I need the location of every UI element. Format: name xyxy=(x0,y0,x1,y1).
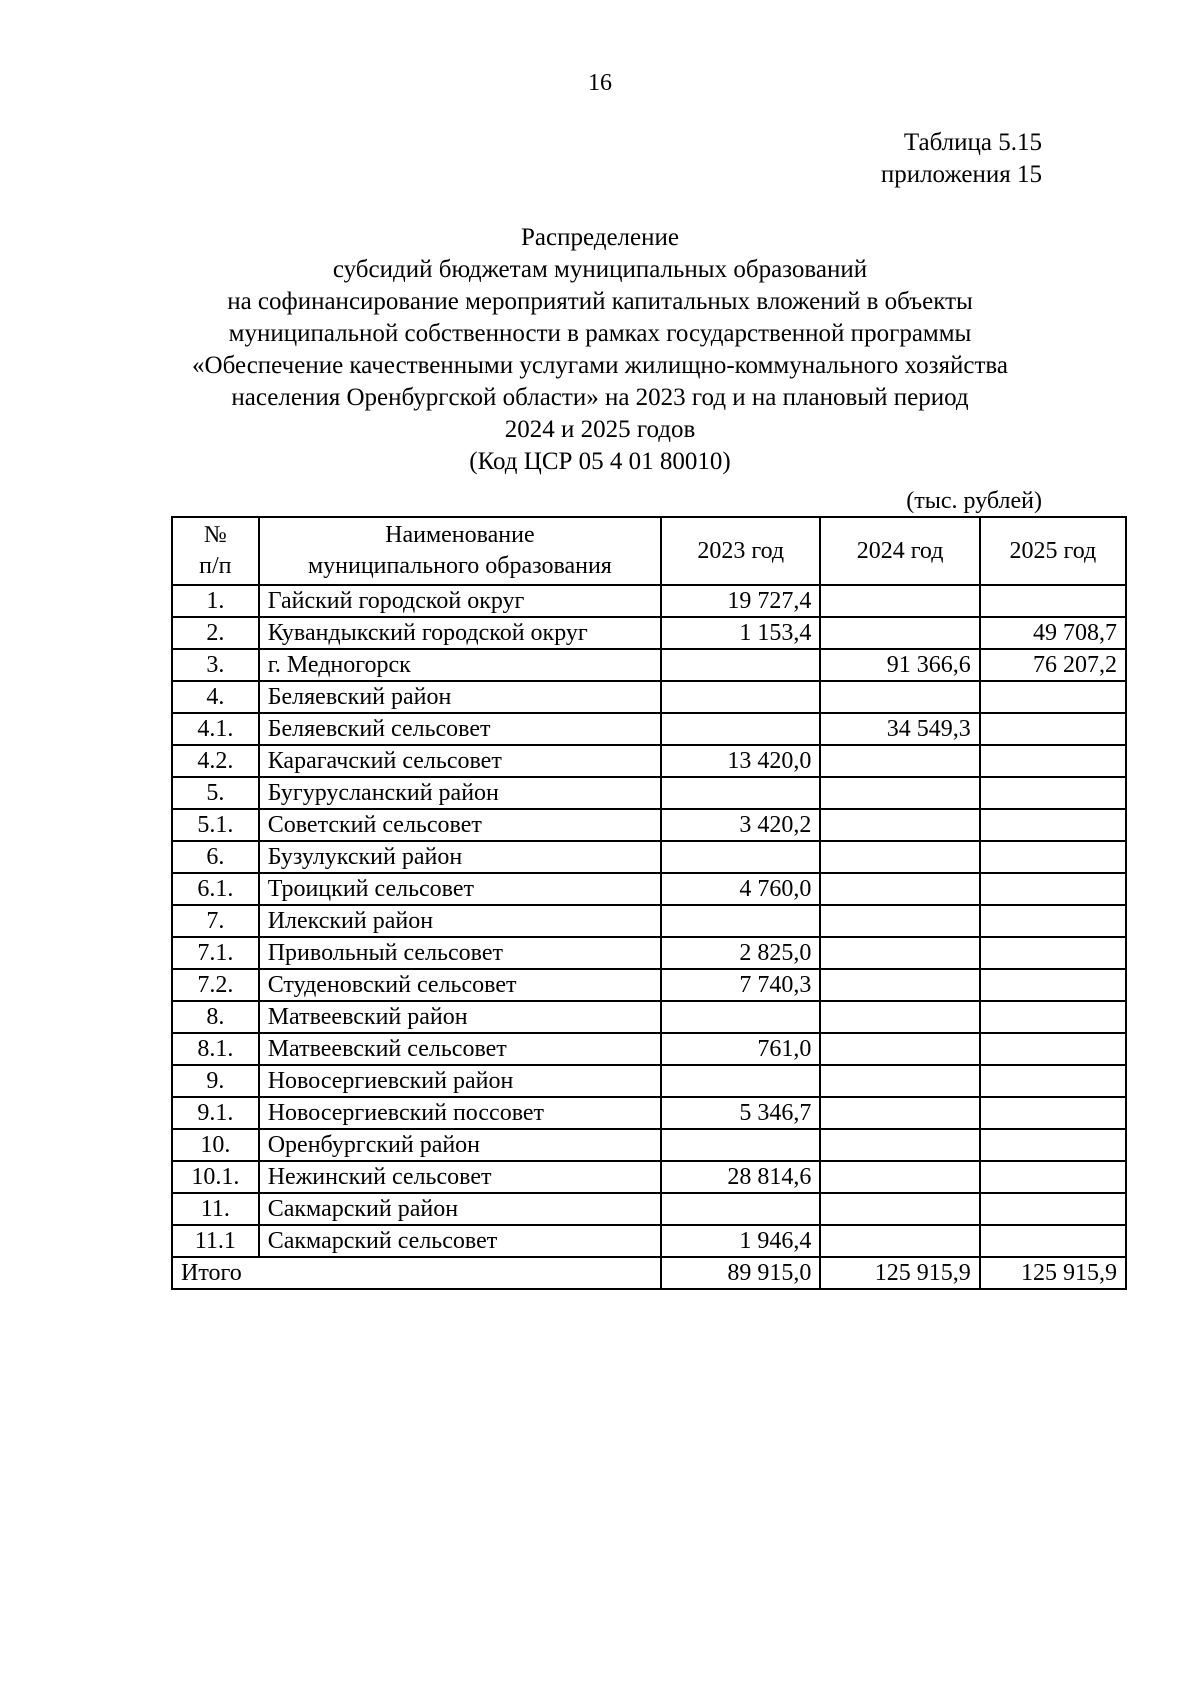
municipality-name: Беляевский сельсовет xyxy=(259,713,661,745)
total-2024: 125 915,9 xyxy=(820,1257,979,1289)
row-number: 9. xyxy=(172,1065,259,1097)
table-row xyxy=(172,1001,1126,1033)
value-2023: 1 153,4 xyxy=(661,617,820,649)
document-title xyxy=(150,222,1050,478)
table-row xyxy=(172,1161,1126,1193)
title-line: субсидий бюджетам муниципальных образований xyxy=(332,256,868,283)
table-row xyxy=(172,1065,1126,1097)
value-2025 xyxy=(980,1001,1126,1033)
value-2025 xyxy=(980,745,1126,777)
municipality-name: Бузулукский район xyxy=(259,841,661,873)
row-number: 9.1. xyxy=(172,1097,259,1129)
value-2024 xyxy=(820,617,979,649)
municipality-name: Матвеевский сельсовет xyxy=(259,1033,661,1065)
row-number: 6.1. xyxy=(172,873,259,905)
table-row xyxy=(172,1129,1126,1161)
header-number: № п/п xyxy=(172,517,259,585)
value-2023 xyxy=(661,841,820,873)
table-row xyxy=(172,905,1126,937)
value-2024 xyxy=(820,905,979,937)
title-line: 2024 и 2025 годов xyxy=(504,416,696,443)
value-2023 xyxy=(661,649,820,681)
value-2023: 3 420,2 xyxy=(661,809,820,841)
total-row xyxy=(172,1257,1126,1289)
value-2023: 5 346,7 xyxy=(661,1097,820,1129)
value-2025 xyxy=(980,681,1126,713)
row-number: 8.1. xyxy=(172,1033,259,1065)
municipality-name: Карагачский сельсовет xyxy=(259,745,661,777)
value-2023: 4 760,0 xyxy=(661,873,820,905)
value-2025 xyxy=(980,1161,1126,1193)
value-2024 xyxy=(820,681,979,713)
value-2024: 91 366,6 xyxy=(820,649,979,681)
table-row xyxy=(172,1097,1126,1129)
municipality-name: Новосергиевский поссовет xyxy=(259,1097,661,1129)
table-row xyxy=(172,617,1126,649)
title-line: Распределение xyxy=(521,224,679,251)
value-2023 xyxy=(661,681,820,713)
table-row xyxy=(172,969,1126,1001)
table-reference-line1: Таблица 5.15 xyxy=(903,129,1042,156)
municipality-name: Советский сельсовет xyxy=(259,809,661,841)
header-2023: 2023 год xyxy=(661,517,820,585)
value-2025 xyxy=(980,905,1126,937)
total-2023: 89 915,0 xyxy=(661,1257,820,1289)
value-2023 xyxy=(661,1129,820,1161)
value-2024 xyxy=(820,1129,979,1161)
value-2023 xyxy=(661,1065,820,1097)
municipality-name: Студеновский сельсовет xyxy=(259,969,661,1001)
municipality-name: Сакмарский район xyxy=(259,1193,661,1225)
value-2025 xyxy=(980,1225,1126,1257)
title-line: населения Оренбургской области» на 2023 год и на плановый период xyxy=(231,384,969,411)
row-number: 11.1 xyxy=(172,1225,259,1257)
municipality-name: Илекский район xyxy=(259,905,661,937)
value-2025: 49 708,7 xyxy=(980,617,1126,649)
value-2023 xyxy=(661,905,820,937)
table-row xyxy=(172,585,1126,617)
value-2023: 1 946,4 xyxy=(661,1225,820,1257)
value-2024 xyxy=(820,809,979,841)
value-2023: 7 740,3 xyxy=(661,969,820,1001)
row-number: 2. xyxy=(172,617,259,649)
table-row xyxy=(172,649,1126,681)
total-label: Итого xyxy=(172,1257,661,1289)
value-2024 xyxy=(820,1001,979,1033)
municipality-name: Оренбургский район xyxy=(259,1129,661,1161)
value-2025 xyxy=(980,1097,1126,1129)
header-name: Наименование муниципального образования xyxy=(259,517,661,585)
table-header-row xyxy=(172,517,1126,585)
value-2023: 28 814,6 xyxy=(661,1161,820,1193)
table-reference xyxy=(881,127,1042,191)
value-2025: 76 207,2 xyxy=(980,649,1126,681)
municipality-name: Привольный сельсовет xyxy=(259,937,661,969)
value-2024 xyxy=(820,745,979,777)
table-row xyxy=(172,873,1126,905)
municipality-name: Гайский городской округ xyxy=(259,585,661,617)
row-number: 11. xyxy=(172,1193,259,1225)
value-2024 xyxy=(820,1033,979,1065)
municipality-name: Матвеевский район xyxy=(259,1001,661,1033)
table-row xyxy=(172,777,1126,809)
value-2023: 761,0 xyxy=(661,1033,820,1065)
value-2025 xyxy=(980,585,1126,617)
row-number: 8. xyxy=(172,1001,259,1033)
municipality-name: г. Медногорск xyxy=(259,649,661,681)
municipality-name: Кувандыкский городской округ xyxy=(259,617,661,649)
row-number: 10. xyxy=(172,1129,259,1161)
header-2024: 2024 год xyxy=(820,517,979,585)
row-number: 10.1. xyxy=(172,1161,259,1193)
value-2024 xyxy=(820,585,979,617)
value-2024: 34 549,3 xyxy=(820,713,979,745)
municipality-name: Нежинский сельсовет xyxy=(259,1161,661,1193)
value-2023: 2 825,0 xyxy=(661,937,820,969)
row-number: 3. xyxy=(172,649,259,681)
value-2025 xyxy=(980,969,1126,1001)
value-2024 xyxy=(820,873,979,905)
row-number: 4.2. xyxy=(172,745,259,777)
value-2024 xyxy=(820,1097,979,1129)
value-2024 xyxy=(820,1193,979,1225)
municipality-name: Беляевский район xyxy=(259,681,661,713)
municipality-name: Бугурусланский район xyxy=(259,777,661,809)
value-2025 xyxy=(980,1129,1126,1161)
table-row xyxy=(172,1225,1126,1257)
value-2024 xyxy=(820,937,979,969)
row-number: 4.1. xyxy=(172,713,259,745)
value-2023 xyxy=(661,1001,820,1033)
row-number: 4. xyxy=(172,681,259,713)
table-row xyxy=(172,937,1126,969)
total-2025: 125 915,9 xyxy=(980,1257,1126,1289)
row-number: 7.1. xyxy=(172,937,259,969)
municipality-name: Сакмарский сельсовет xyxy=(259,1225,661,1257)
value-2024 xyxy=(820,1161,979,1193)
header-2025: 2025 год xyxy=(980,517,1126,585)
value-2025 xyxy=(980,1033,1126,1065)
row-number: 1. xyxy=(172,585,259,617)
value-2023: 19 727,4 xyxy=(661,585,820,617)
title-line: на софинансирование мероприятий капитальных вложений в объекты xyxy=(227,288,973,315)
table-row xyxy=(172,1033,1126,1065)
value-2023 xyxy=(661,713,820,745)
table-row xyxy=(172,1193,1126,1225)
table-row xyxy=(172,745,1126,777)
row-number: 7. xyxy=(172,905,259,937)
table-row xyxy=(172,809,1126,841)
value-2025 xyxy=(980,1193,1126,1225)
table-row xyxy=(172,841,1126,873)
table-reference-line2: приложения 15 xyxy=(880,161,1042,188)
value-2023 xyxy=(661,777,820,809)
value-2025 xyxy=(980,937,1126,969)
title-line: (Код ЦСР 05 4 01 80010) xyxy=(469,448,731,475)
row-number: 5. xyxy=(172,777,259,809)
table-row xyxy=(172,713,1126,745)
value-2025 xyxy=(980,841,1126,873)
row-number: 5.1. xyxy=(172,809,259,841)
table-row xyxy=(172,681,1126,713)
value-2025 xyxy=(980,777,1126,809)
row-number: 7.2. xyxy=(172,969,259,1001)
value-2023: 13 420,0 xyxy=(661,745,820,777)
title-line: «Обеспечение качественными услугами жилищно-коммунального хозяйства xyxy=(192,352,1008,379)
value-2024 xyxy=(820,969,979,1001)
municipality-name: Троицкий сельсовет xyxy=(259,873,661,905)
title-line: муниципальной собственности в рамках государственной программы xyxy=(228,320,972,347)
value-2024 xyxy=(820,1065,979,1097)
row-number: 6. xyxy=(172,841,259,873)
page-number: 16 xyxy=(588,70,612,96)
value-2025 xyxy=(980,809,1126,841)
unit-label: (тыс. рублей) xyxy=(906,488,1042,514)
municipality-name: Новосергиевский район xyxy=(259,1065,661,1097)
table-body xyxy=(172,585,1126,1257)
value-2025 xyxy=(980,873,1126,905)
value-2024 xyxy=(820,841,979,873)
value-2024 xyxy=(820,777,979,809)
value-2025 xyxy=(980,713,1126,745)
distribution-table xyxy=(171,516,1127,1290)
value-2025 xyxy=(980,1065,1126,1097)
value-2024 xyxy=(820,1225,979,1257)
value-2023 xyxy=(661,1193,820,1225)
